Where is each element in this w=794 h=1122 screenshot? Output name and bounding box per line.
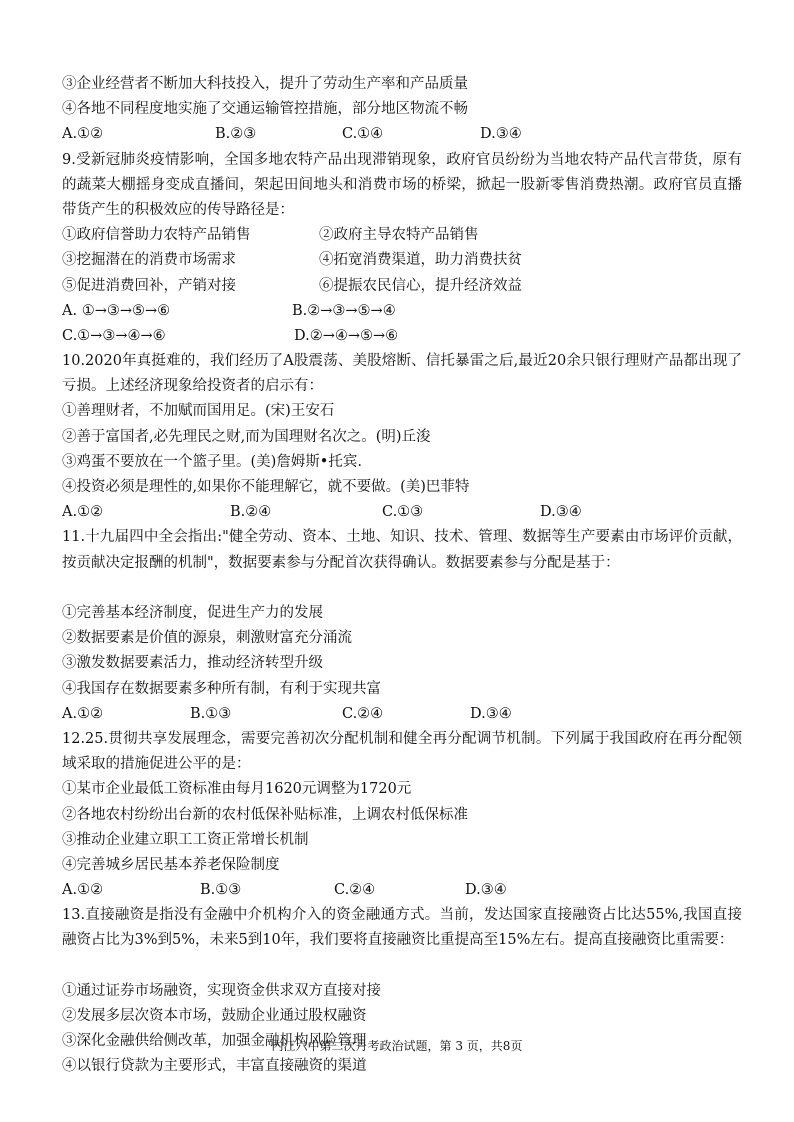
q8-options — [62, 122, 742, 147]
q10-item-1: ①善理财者，不加赋而国用足。(宋)王安石 — [62, 403, 335, 420]
q12-stem: 12.25.贯彻共享发展理念，需要完善初次分配机制和健全再分配调节机制。下列属于我国政府在再分配领域采取的措施促进公平的是： — [62, 730, 742, 773]
q13-item-4: ④以银行贷款为主要形式，丰富直接融资的渠道 — [62, 1058, 367, 1075]
q12-item-2: ②各地农村纷纷出台新的农村低保补贴标准，上调农村低保标准 — [62, 806, 468, 823]
q11-item-1: ①完善基本经济制度，促进生产力的发展 — [62, 605, 323, 622]
q9-items-row-3 — [62, 274, 742, 299]
q9-option-d: D.②→④→⑤→⑥ — [294, 327, 399, 344]
q12-option-a: A.①② — [62, 882, 104, 899]
page-footer: 内江六中第二次月考政治试题，第 3 页，共8页 — [271, 1039, 523, 1053]
q13-stem: 13.直接融资是指没有金融中介机构介入的资金融通方式。当前，发达国家直接融资占比达55%,我国直接融资占比为3%到5%，未来5到10年，我们要将直接融资比重提高至15%左右。提高直接融资比重需要： — [62, 907, 742, 949]
q12-item-3: ③推动企业建立职工工资正常增长机制 — [62, 831, 309, 848]
q11-option-b: B.①③ — [190, 705, 232, 722]
q13-item-1: ①通过证券市场融资，实现资金供求双方直接对接 — [62, 982, 381, 999]
q9-items-row-1 — [62, 223, 742, 248]
q9-item-6: ⑥提振农民信心，提升经济效益 — [319, 277, 522, 294]
q9-item-5: ⑤促进消费回补，产销对接 — [62, 277, 236, 294]
q8-option-a: A.①② — [62, 126, 104, 143]
q13-item-2: ②发展多层次资本市场，鼓励企业通过股权融资 — [62, 1008, 367, 1025]
q9-item-4: ④拓宽消费渠道，助力消费扶贫 — [319, 252, 522, 269]
q9-items-row-2 — [62, 248, 742, 273]
q12-item-4: ④完善城乡居民基本养老保险制度 — [62, 856, 280, 873]
q10-options — [62, 500, 742, 525]
q10-option-d: D.③④ — [540, 504, 582, 521]
q10-option-c: C.①③ — [382, 504, 424, 521]
q11-item-3: ③激发数据要素活力，推动经济转型升级 — [62, 655, 323, 672]
q10-option-b: B.②④ — [230, 504, 272, 521]
q9-options-row-2 — [62, 324, 742, 349]
exam-page — [62, 72, 742, 1080]
q10-option-a: A.①② — [62, 504, 104, 521]
q11-option-d: D.③④ — [470, 705, 512, 722]
q11-option-c: C.②④ — [342, 705, 384, 722]
q8-item-3: ③企业经营者不断加大科技投入，提升了劳动生产率和产品质量 — [62, 76, 468, 92]
q12-item-1: ①某市企业最低工资标准由每月1620元调整为1720元 — [62, 781, 412, 798]
q13-item-3: ③深化金融供给侧改革，加强金融机构风险管理 — [62, 1033, 367, 1050]
q10-item-2: ②善于富国者,必先理民之财,而为国理财名次之。(明)丘浚 — [62, 428, 431, 445]
q11-stem: 11.十九届四中全会指出:"健全劳动、资本、土地、知识、技术、管理、数据等生产要素由市场评价贡献，按贡献决定报酬的机制"，数据要素参与分配首次获得确认。数据要素参与分配是基于： — [62, 529, 742, 571]
q9-item-1: ①政府信誉助力农特产品销售 — [62, 227, 251, 244]
q10-item-4: ④投资必须是理性的,如果你不能理解它，就不要做。(美)巴菲特 — [62, 479, 470, 496]
q12-option-c: C.②④ — [334, 882, 376, 899]
q11-item-2: ②数据要素是价值的源泉，刺激财富充分涌流 — [62, 630, 352, 647]
q10-stem: 10.2020年真挺难的，我们经历了A股震荡、美股熔断、信托暴雷之后,最近20余只银行理财产品都出现了亏损。上述经济现象给投资者的启示有： — [62, 353, 742, 395]
q8-option-d: D.③④ — [480, 126, 522, 143]
q11-option-a: A.①② — [62, 705, 104, 722]
q10-item-3: ③鸡蛋不要放在一个篮子里。(美)詹姆斯•托宾. — [62, 453, 362, 470]
q9-item-2: ②政府主导农特产品销售 — [319, 227, 479, 244]
q12-options — [62, 878, 742, 903]
q9-options-row-1 — [62, 299, 742, 324]
q11-options — [62, 702, 742, 727]
q9-item-3: ③挖掘潜在的消费市场需求 — [62, 252, 236, 269]
q8-item-4: ④各地不同程度地实施了交通运输管控措施，部分地区物流不畅 — [62, 101, 468, 118]
q9-stem: 9.受新冠肺炎疫情影响，全国多地农特产品出现滞销现象，政府官员纷纷为当地农特产品代言带货，原有的蔬菜大棚摇身变成直播间，架起田间地头和消费市场的桥梁，掀起一股新零售消费热潮。政府官员直播带货产生的积极效应的传导路径是： — [62, 151, 742, 218]
q9-option-a: A. ①→③→⑤→⑥ — [62, 302, 171, 319]
q9-option-b: B.②→③→⑤→④ — [292, 302, 396, 319]
q8-option-b: B.②③ — [215, 126, 257, 143]
q12-option-d: D.③④ — [465, 882, 507, 899]
q12-option-b: B.①③ — [200, 882, 242, 899]
q9-option-c: C.①→③→④→⑥ — [62, 327, 166, 344]
q8-option-c: C.①④ — [342, 126, 384, 143]
q11-item-4: ④我国存在数据要素多种所有制，有利于实现共富 — [62, 680, 381, 697]
